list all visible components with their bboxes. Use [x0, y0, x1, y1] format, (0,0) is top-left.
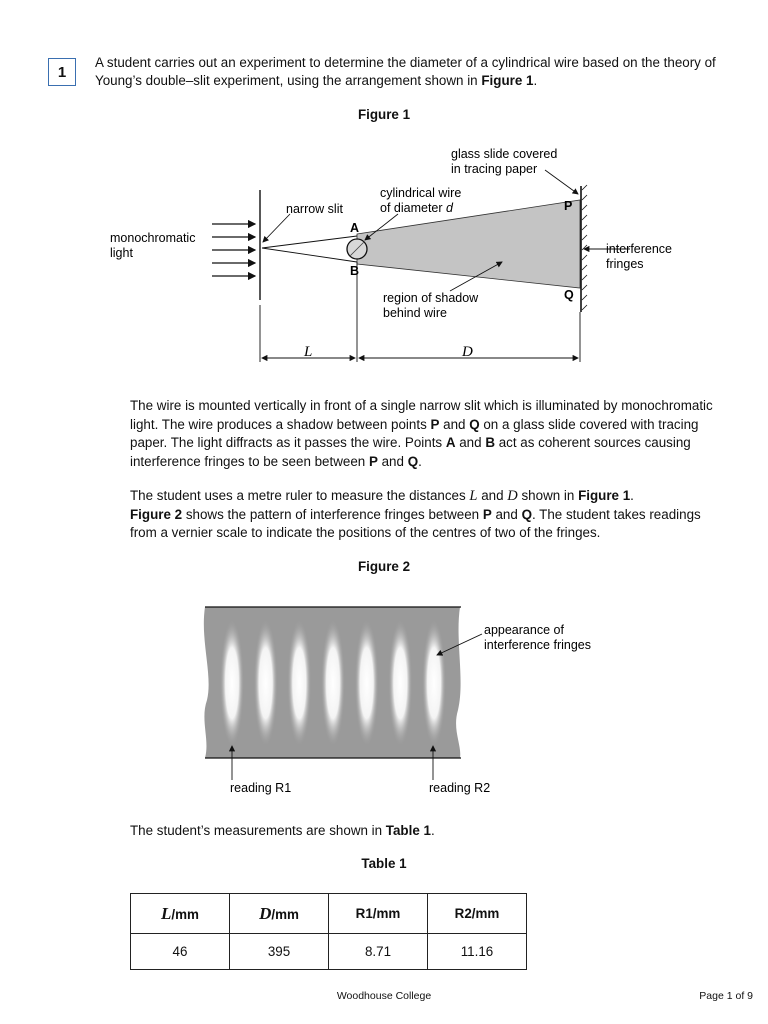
label-fringes-1: interference — [606, 242, 673, 256]
label-glass-slide-2: in tracing paper — [451, 162, 538, 176]
fringe-5 — [355, 619, 379, 747]
label-dim-l: L — [304, 344, 313, 360]
table-header-cell: R2/mm — [428, 894, 527, 934]
label-shadow-2: behind wire — [383, 306, 447, 320]
label-dim-d: D — [462, 344, 473, 360]
label-glass-slide-1: glass slide covered — [451, 147, 558, 161]
label-mono-1: monochromatic — [110, 231, 196, 245]
label-fringes-2: fringes — [606, 257, 644, 271]
fringe-7 — [422, 619, 446, 747]
fringe-1 — [220, 619, 244, 747]
fringe-2 — [254, 619, 278, 747]
question-intro: A student carries out an experiment to determine the diameter of a cylindrical wire based on the theory of Young’s double–slit experiment, using the arrangement shown in Figure 1. — [95, 55, 716, 88]
question-number: 1 — [48, 58, 76, 86]
label-cyl-wire-2: of diameter d — [380, 201, 453, 215]
figure1-caption: Figure 1 — [357, 107, 411, 122]
footer-college: Woodhouse College — [336, 990, 432, 1002]
paragraph-2: The student uses a metre ruler to measure the distances L and D shown in Figure 1. Figure 2 shows the pattern of interference fringes between P and Q. The student takes readings from a vernier scale to indicate the positions of the centres of two of the fringes. — [130, 488, 701, 540]
label-appearance-2: interference fringes — [484, 638, 592, 652]
label-shadow-1: region of shadow — [383, 291, 479, 305]
label-mono-2: light — [110, 246, 133, 260]
fringe-4 — [321, 619, 345, 747]
paragraph-3: The student’s measurements are shown in Table 1. — [130, 823, 435, 838]
label-point-b: B — [350, 264, 360, 278]
fringe-3 — [287, 619, 311, 747]
label-point-p: P — [564, 199, 573, 213]
table-cell: 46 — [131, 934, 230, 970]
table-header-cell: D/mm — [230, 894, 329, 934]
table-row — [131, 934, 527, 970]
table-cell: 8.71 — [329, 934, 428, 970]
fringe-6 — [388, 619, 412, 747]
table-cell: 395 — [230, 934, 329, 970]
light-arrows — [212, 224, 255, 276]
figure2-diagram — [0, 600, 768, 800]
label-reading-r1: reading R1 — [230, 781, 292, 795]
label-point-a: A — [350, 221, 360, 235]
label-reading-r2: reading R2 — [429, 781, 491, 795]
label-point-q: Q — [564, 288, 574, 302]
table-cell: 11.16 — [428, 934, 527, 970]
footer-page-number: Page 1 of 9 — [699, 990, 753, 1002]
label-narrow-slit: narrow slit — [286, 202, 343, 216]
measurements-table — [130, 893, 527, 970]
figure2-caption: Figure 2 — [357, 559, 411, 574]
label-appearance-1: appearance of — [484, 623, 564, 637]
table-header-cell: R1/mm — [329, 894, 428, 934]
label-cyl-wire-1: cylindrical wire — [380, 186, 462, 200]
paragraph-1: The wire is mounted vertically in front of a single narrow slit which is illuminated by monochromatic light. The wire produces a shadow between points P and Q on a glass slide covered with tracing paper. The light diffracts as it passes the wire. Points A and B act as coherent sources causing interference fringes to be seen between P and Q. — [130, 398, 713, 469]
table1-caption: Table 1 — [361, 856, 407, 871]
table-header-cell: L/mm — [131, 894, 230, 934]
figure1-diagram — [0, 140, 768, 370]
table-header-row — [131, 894, 527, 934]
